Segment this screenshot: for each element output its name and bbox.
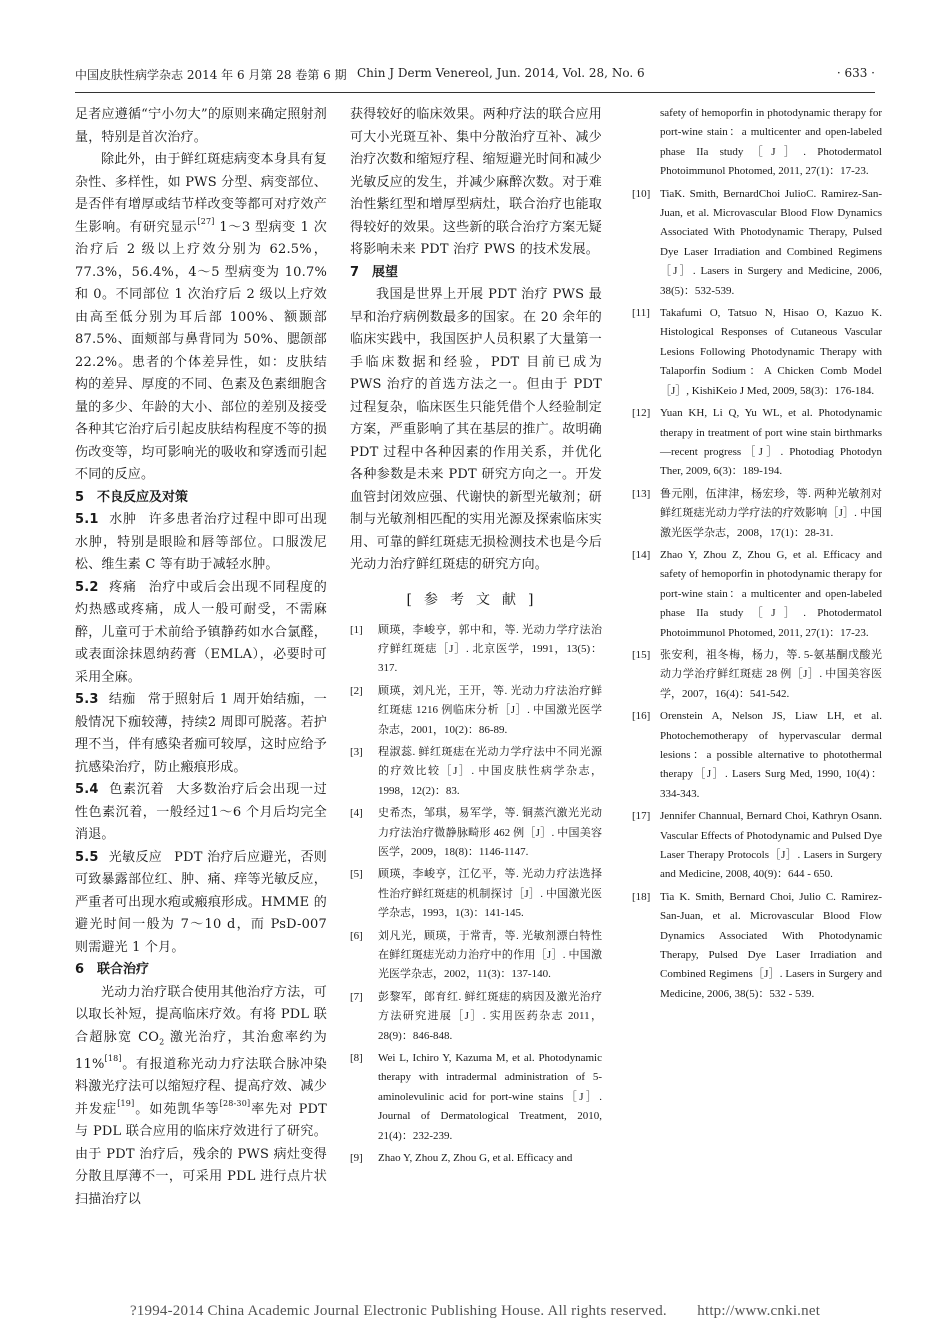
paragraph: 足者应遵循“宁小勿大”的原则来确定照射剂量，特别是首次治疗。 [75,107,327,145]
reference-item: safety of hemoporfin in photodynamic therapy for port-wine stain：a multicenter and open-labeled phase IIa study［J］. Photodermatol Photoimmunol Photomed, 2011, 27(1)：17-23. [660,107,882,178]
page-number: · 633 · [836,66,875,80]
reference-item: [9] Zhao Y, Zhou Z, Zhou G, et al. Efficacy and [350,1152,573,1165]
copyright-footer: ?1994-2014 China Academic Journal Electronic Publishing House. All rights reserved. http://www.cnki.net [129,1303,821,1319]
reference-item: [10] TiaK. Smith, BernardChoi JulioC. Ramirez-San-Juan, et al. Microvascular Blood Flow Dynamics Associated With Photodynamic Therapy, Pulsed Dye Laser Irradiation and Combined Regimens［J］. Lasers in Surgery and Medicine, 2006, 38(5)：532-539. [632,187,882,297]
citation: [28-30] [219,1098,251,1108]
reference-item: [12] Yuan KH, Li Q, Yu WL, et al. Photodynamic therapy in treatment of port wine stain birthmarks—recent progress［J］. Photodiag Photodyn Ther, 2009, 6(3)：189-194. [632,407,882,478]
citation: [27] [197,216,215,226]
reference-item: [14] Zhao Y, Zhou Z, Zhou G, et al. Efficacy and safety of hemoporfin in photodynamic therapy for port-wine stain：a multicenter and open-labeled phase IIa study［J］. Photodermatol Photoimmunol Photomed, 2011, 27(1)：17-23. [632,548,882,639]
reference-item: [18] Tia K. Smith, Bernard Choi, Julio C. Ramirez-San-Juan, et al. Microvascular Blood Flow Dynamics Associated With Photodynamic Therapy, Pulsed Dye Laser Irradiation and Combined Regimens［J］. Lasers in Surgery and Medicine, 2006, 38(5)：532 - 539. [632,890,882,1000]
section-heading-5: 5 不良反应及对策 [75,489,189,505]
reference-list [632,104,882,1004]
reference-list [350,621,602,1169]
paragraph: 光动力治疗联合使用其他治疗方法，可以取长补短，提高临床疗效。有将 PDL 联合超脉宽 $CO_2$ 激光治疗，其治愈率约为 11%[18]。有报道称光动力疗法联合脉冲染料激光疗法可以缩短疗程、提高疗效、减少并发症[19]。如苑凯华等[28-30]率先对 PDT 与 PDL 联合应用的临床疗效进行了研究。由于 PDT 治疗后，残余的 PWS 病灶变得分散且厚薄不一，可采用 PDL 进行点片状扫描治疗以 [75,984,328,1207]
reference-item: [1] 顾瑛，李峻亨，郭中和，等. 光动力学疗法治疗鲜红斑痣［J］. 北京医学，1991，13(5)：317. [350,623,602,675]
citation: [18] [104,1053,122,1063]
reference-item: [8] Wei L, Ichiro Y, Kazuma M, et al. Photodynamic therapy with intradermal administration of 5-aminolevulinic acid for port-wine stains［J］. Journal of Dermatological Treatment, 2010, 21(4)：232-239. [350,1052,602,1142]
header-rule [75,92,875,93]
subsection-5-3: 5.3 结痂 常于照射后 1 周开始结痂，一般情况下痂较薄，持续2 周即可脱落。若护理不当，伴有感染者痂可较厚，这时应给予抗感染治疗，防止瘢痕形成。 [75,692,327,775]
reference-item: [13] 鲁元刚，伍津津，杨宏珍，等. 两种光敏剂对鲜红斑痣光动力学疗法的疗效影响［J］. 中国激光医学杂志，2008，17(1)：28-31. [632,487,882,539]
paragraph: 我国是世界上开展 PDT 治疗 PWS 最早和治疗病例数最多的国家。在 20 余年的临床实践中，我国医护人员积累了大量第一手临床数据和经验，PDT 目前已成为 PWS 治疗的首选方法之一。但由于 PDT 过程复杂，临床医生只能凭借个人经验制定方案，严重影响了其在基层的推广。故明确 PDT 过程中各种因素的作用关系，并优化各种参数是未来 PDT 研究方向之一。开发血管封闭效应强、代谢快的新型光敏剂；研制与光敏剂相匹配的实用光源及探索临床实用、可靠的鲜红斑痣无损检测技术也是今后光动力治疗鲜红斑痣的研究方向。 [350,287,602,572]
reference-item: [7] 彭黎军，郎育红. 鲜红斑痣的病因及激光治疗方法研究进展［J］. 实用医药杂志 2011，28(9)：846-848. [350,990,602,1042]
subsection-5-2: 5.2 疼痛 治疗中或后会出现不同程度的灼热感或疼痛，成人一般可耐受，不需麻醉，儿童可于术前给予镇静药如水合氯醛，或表面涂抹恩纳药膏（EMLA），必要时可采用全麻。 [75,579,327,685]
column-1 [75,104,327,1211]
column-2 [350,104,602,1171]
column-3 [632,104,882,1007]
reference-item: [2] 顾瑛，刘凡光，王开，等. 光动力疗法治疗鲜红斑痣 1216 例临床分析［J］. 中国激光医学杂志，2001，10(2)：86-89. [350,684,602,736]
reference-item: [5] 顾瑛，李峻亨，江亿平，等. 光动力疗法选择性治疗鲜红斑痣的机制探讨［J］. 中国激光医学杂志，1993，1(3)：141-145. [350,868,602,920]
reference-item: [11] Takafumi O, Tatsuo N, Hisao O, Kazuo K. Histological Responses of Cutaneous Vascular Lesions Following Photodynamic Therapy with Talaporfin Sodium：A Chicken Comb Model［J］, KishiKeio J Med, 2009, 58(3)：176-184. [632,307,882,397]
subsection-5-5: 5.5 光敏反应 PDT 治疗后应避光，否则可致暴露部位红、肿、痛、痒等光敏反应，严重者可出现水疱或瘢痕形成。HMME 的避光时间一般为 7～10 d，而 PsD-007 则需避光 1 个月。 [75,849,327,955]
subsection-5-1: 5.1 水肿 许多患者治疗过程中即可出现水肿，特别是眼睑和唇等部位。口服泼尼松、维生素 C 等有助于减轻水肿。 [75,512,327,572]
paragraph: 除此外，由于鲜红斑痣病变本身具有复杂性、多样性，如 PWS 分型、病变部位、是否伴有增厚或结节样改变等都可对疗效产生影响。有研究显示[27] 1～3 型病变 1 次治疗后 2 级以上疗效分别为 62.5%，77.3%，56.4%，4～5 型病变为 10.7% 和 0。不同部位 1 次治疗后 2 级以上疗效由高至低分别为耳后部 100%、额颞部 87.5%、面颊部与鼻背同为 50%、腮颌部 22.2%。患者的个体差异性，如：皮肤结构的差异、厚度的不同、色素及色素细胞含量的多少、年龄的大小、部位的差别及接受各种其它治疗后引起皮肤结构程度不等的损伤改变等，均可影响光的吸收和穿透而引起不同的反应。 [75,152,327,482]
reference-item: [17] Jennifer Channual, Bernard Choi, Kathryn Osann. Vascular Effects of Photodynamic and Pulsed Dye Laser Therapy Protocols［J］. Lasers in Surgery and Medicine, 2008, 40(9)：644 - 650. [632,810,882,881]
journal-title-en: Chin J Derm Venereol, Jun. 2014, Vol. 28, No. 6 [357,66,645,80]
journal-title-cn: 中国皮肤性病学杂志 2014 年 6 月第 28 卷第 6 期 [75,68,347,82]
reference-item: [4] 史希杰，邹琪，易军学，等. 铜蒸汽激光光动力疗法治疗微静脉畸形 462 例［J］. 中国美容医学，2009，18(8)：1146-1147. [350,807,602,858]
section-heading-6: 6 联合治疗 [75,962,150,977]
references-heading: [参考文献] [406,591,546,608]
reference-item: [6] 刘凡光，顾瑛，于常青，等. 光敏剂漂白特性在鲜红斑痣光动力治疗中的作用［J］. 中国激光医学杂志，2002，11(3)：137-140. [350,929,602,981]
citation: [19] [117,1098,135,1108]
subsection-5-4: 5.4 色素沉着 大多数治疗后会出现一过性色素沉着，一般经过1～6 个月后均完全消退。 [75,782,327,842]
reference-item: [16] Orenstein A, Nelson JS, Liaw LH, et al. Photochemotherapy of hypervascular dermal lesions：a possible alternative to photothermal therapy［J］. Lasers Surg Med, 1990, 10(4)：334-343. [632,710,882,800]
reference-item: [3] 程淑蕊. 鲜红斑痣在光动力学疗法中不同光源的疗效比较［J］. 中国皮肤性病学杂志，1998，12(2)：83. [350,745,602,797]
reference-item: [15] 张安利，祖冬梅，杨力，等. 5-氨基酮戊酸光动力学治疗鲜红斑痣 28 例［J］. 中国美容医学，2007，16(4)：541-542. [632,648,882,700]
paragraph: 获得较好的临床效果。两种疗法的联合应用可大小光斑互补、集中分散治疗互补、减少治疗次数和缩短疗程、缩短避光时间和减少光敏反应的发生，并减少麻醉次数。对于难治性紫红型和增厚型病灶，联合治疗也能取得较好的效果。这些新的联合治疗方案无疑将影响未来 PDT 治疗 PWS 的技术发展。 [350,107,602,257]
section-heading-7: 7 展望 [350,264,399,280]
